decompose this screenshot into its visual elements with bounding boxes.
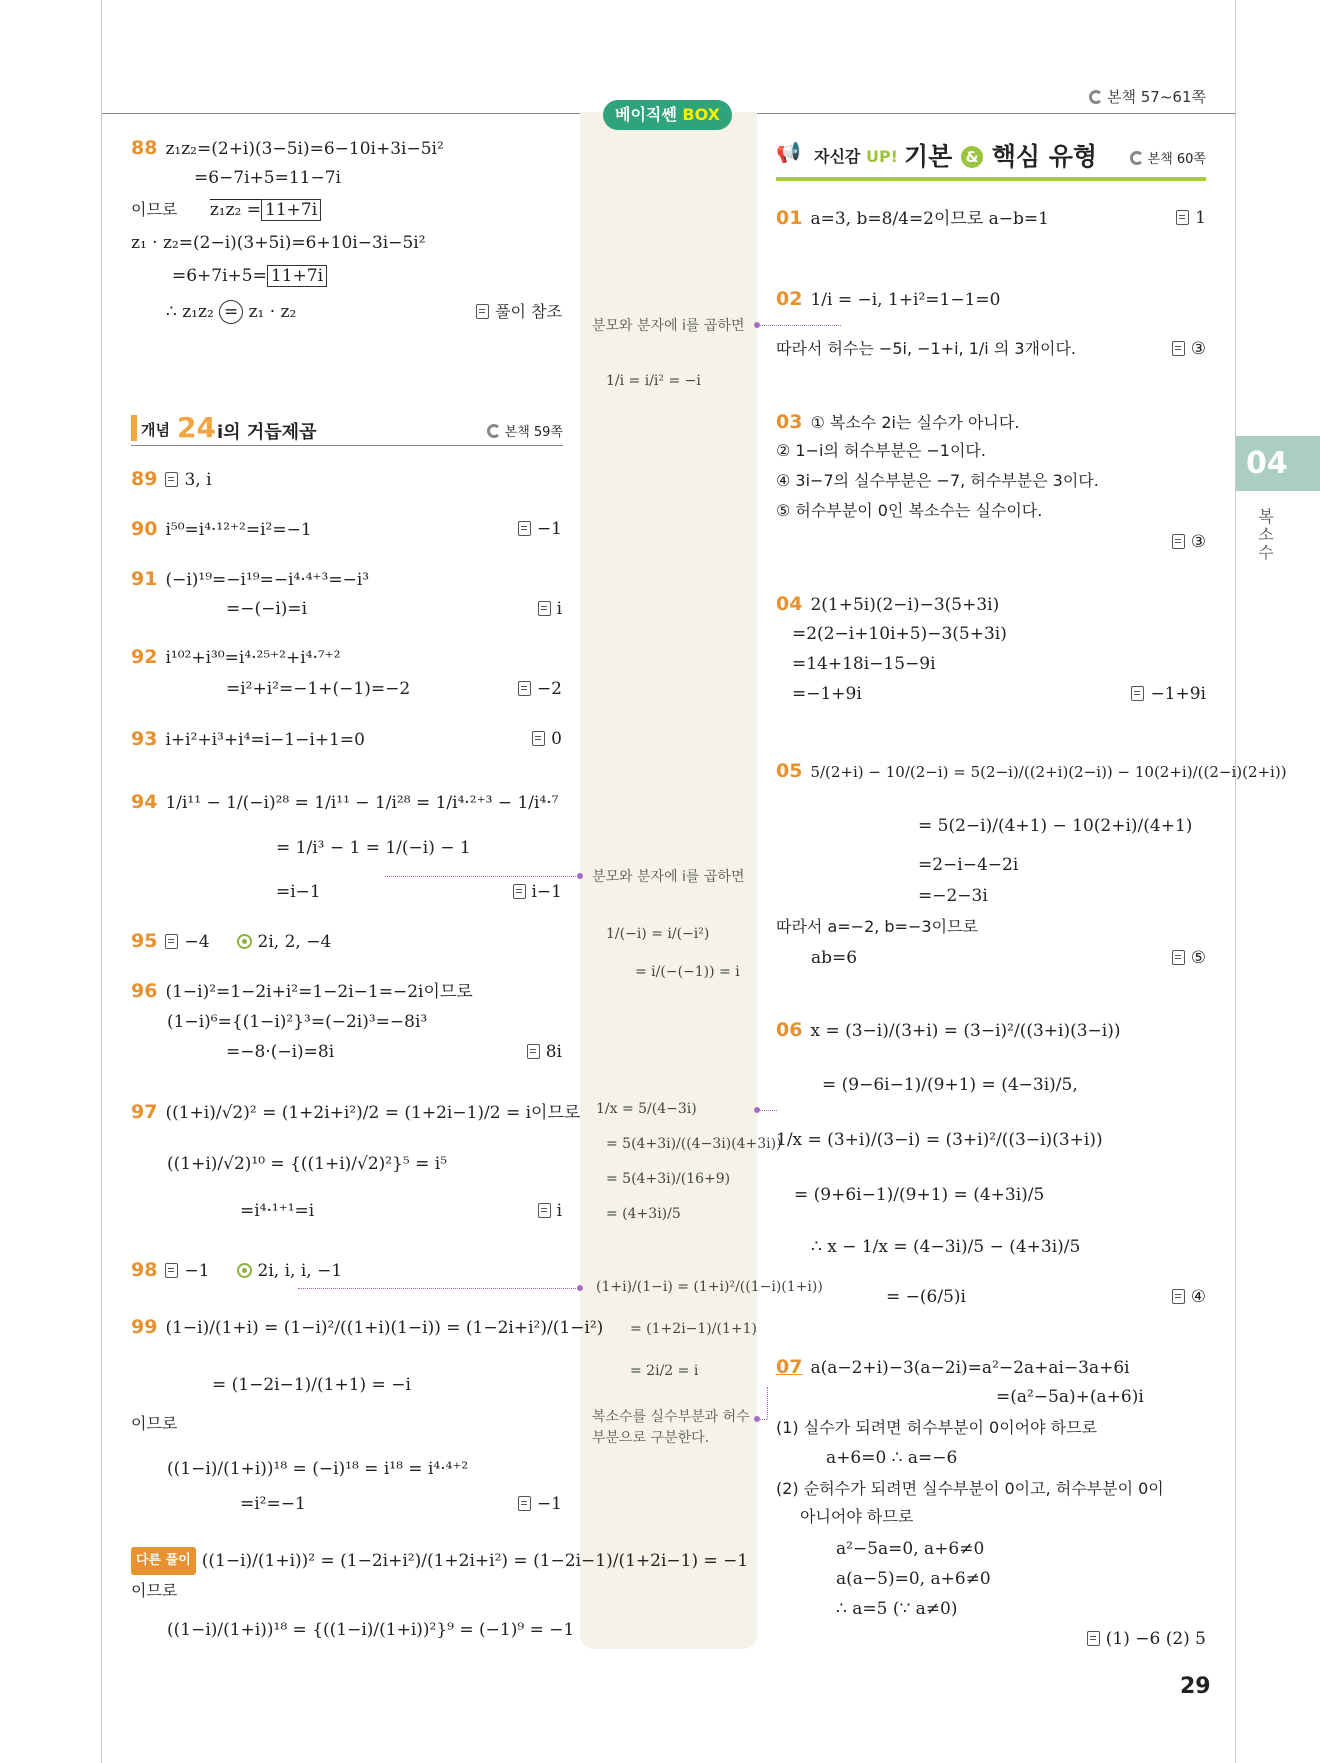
problem-07-line7: a²−5a=0, a+6≠0 [836, 1539, 985, 1559]
problem-05-line2: = 5(2−i)/(4+1) − 10(2+i)/(4+1) [918, 816, 1193, 836]
problem-89: 89 3, i [131, 468, 212, 490]
megaphone-icon: 📢 [776, 140, 801, 164]
answer-93: 0 [532, 727, 562, 751]
box-math-3d: = (4+3i)/5 [606, 1206, 681, 1222]
problem-05-line5: 따라서 a=−2, b=−3이므로 [776, 917, 978, 936]
problem-07-line3: (1) 실수가 되려면 허수부분이 0이어야 하므로 [776, 1418, 1098, 1437]
problem-06-line3: 1/x = (3+i)/(3−i) = (3+i)²/((3−i)(3+i)) [776, 1130, 1103, 1150]
answer-94: i−1 [513, 880, 563, 904]
answer-icon [527, 1044, 540, 1059]
box-math-4a: (1+i)/(1−i) = (1+i)²/((1−i)(1+i)) [596, 1279, 823, 1295]
problem-88-line4: z₁ · z₂=(2−i)(3+5i)=6+10i−3i−5i² [131, 233, 426, 253]
box-math-2a: 1/(−i) = i/(−i²) [606, 926, 710, 942]
problem-06: 06 x = (3−i)/(3+i) = (3−i)²/((3+i)(3−i)) [776, 1019, 1121, 1041]
answer-99: −1 [518, 1492, 562, 1516]
answer-icon [1176, 210, 1189, 225]
section-reference: 본책 59쪽 [487, 421, 563, 440]
box-math-1: 1/i = i/i² = −i [606, 373, 701, 389]
problem-02-line2: 따라서 허수는 −5i, −1+i, 1/i 의 3개이다. [776, 339, 1076, 358]
problem-91: 91 (−i)¹⁹=−i¹⁹=−i⁴·⁴⁺³=−i³ [131, 568, 370, 590]
problem-99-line2: = (1−2i−1)/(1+1) = −i [212, 1375, 411, 1395]
problem-95: 95 −4 2i, 2, −4 [131, 930, 332, 952]
answer-icon [1172, 534, 1185, 549]
section-label: 개념 [141, 421, 170, 439]
reference-icon [1089, 90, 1103, 104]
answer-06: ④ [1172, 1285, 1206, 1309]
answer-icon [165, 472, 178, 487]
problem-88-line6: ∴ z₁z₂ = z₁ · z₂ [166, 302, 297, 322]
problem-99-line5: =i²=−1 [240, 1494, 306, 1514]
problem-96: 96 (1−i)²=1−2i+i²=1−2i−1=−2i이므로 [131, 980, 473, 1002]
answer-icon [1172, 950, 1185, 965]
heading-tagline: 자신감 UP! [814, 147, 898, 166]
connector [757, 1110, 777, 1111]
problem-98: 98 −1 2i, i, i, −1 [131, 1259, 343, 1281]
problem-88: 88 z₁z₂=(2+i)(3−5i)=6−10i+3i−5i² [131, 137, 444, 159]
connector-dot [754, 1107, 760, 1113]
problem-91-line2: =−(−i)=i [226, 599, 308, 619]
answer-icon [513, 884, 526, 899]
page-border-left [101, 0, 102, 1763]
section-reference: 본책 60쪽 [1130, 148, 1206, 167]
answer-icon [1131, 686, 1144, 701]
problem-02: 02 1/i = −i, 1+i²=1−1=0 [776, 288, 1001, 310]
connector [757, 325, 841, 326]
section-24-heading [131, 411, 563, 446]
problem-99-line3: 이므로 [131, 1414, 178, 1433]
box-math-4b: = (1+2i−1)/(1+1) [630, 1321, 757, 1337]
problem-01: 01 a=3, b=8/4=2이므로 a−b=1 [776, 207, 1049, 229]
problem-05-line3: =2−i−4−2i [918, 855, 1019, 875]
answer-90: −1 [518, 517, 562, 541]
connector [385, 876, 580, 877]
answer-02: ③ [1172, 337, 1206, 361]
answer-96: 8i [527, 1040, 562, 1064]
problem-06-line4: = (9+6i−1)/(9+1) = (4+3i)/5 [794, 1185, 1045, 1205]
problem-07-line8: a(a−5)=0, a+6≠0 [836, 1569, 991, 1589]
problem-07-line5: (2) 순허수가 되려면 실수부분이 0이고, 허수부분이 0이 [776, 1479, 1164, 1498]
chapter-tab[interactable]: 04 [1236, 436, 1320, 491]
answer-icon [538, 601, 551, 616]
answer-01: 1 [1176, 206, 1206, 230]
section-title: i의 거듭제곱 [217, 422, 317, 443]
box-note-1: 분모와 분자에 i를 곱하면 [592, 318, 745, 334]
answer-icon [518, 1496, 531, 1511]
problem-99-line7: 이므로 [131, 1581, 178, 1600]
problem-93: 93 i+i²+i³+i⁴=i−1−i+1=0 [131, 728, 365, 750]
answer-97: i [538, 1199, 562, 1223]
box-math-4c: = 2i/2 = i [630, 1363, 699, 1379]
box-math-2b: = i/(−(−1)) = i [635, 964, 740, 980]
section-number: 24 [177, 411, 216, 444]
problem-94: 94 1/i¹¹ − 1/(−i)²⁸ = 1/i¹¹ − 1/i²⁸ = 1/i⁴·²⁺³ − 1/i⁴·⁷ [131, 791, 559, 813]
heading-title: 기본 & 핵심 유형 [904, 142, 1098, 171]
problem-94-line3: =i−1 [276, 882, 321, 902]
problem-97-line2: ((1+i)/√2)¹⁰ = {((1+i)/√2)²}⁵ = i⁵ [167, 1154, 448, 1174]
problem-99: 99 (1−i)/(1+i) = (1−i)²/((1+i)(1−i)) = (1−2i+i²)/(1−i²) [131, 1316, 604, 1338]
problem-07-line6: 아니어야 하므로 [800, 1507, 914, 1526]
problem-88-line2: =6−7i+5=11−7i [194, 168, 341, 188]
core-types-heading [776, 138, 1206, 181]
answer-icon [1087, 1631, 1100, 1646]
problem-06-line5: ∴ x − 1/x = (4−3i)/5 − (4+3i)/5 [811, 1237, 1081, 1257]
answer-91: i [538, 597, 562, 621]
problem-07-line4: a+6=0 ∴ a=−6 [826, 1448, 958, 1468]
connector-dot [577, 1285, 583, 1291]
answer-04: −1+9i [1131, 682, 1206, 706]
box-math-3c: = 5(4+3i)/(16+9) [606, 1171, 731, 1187]
problem-07: 07 a(a−2+i)−3(a−2i)=a²−2a+ai−3a+6i [776, 1356, 1130, 1378]
connector [767, 1387, 768, 1419]
problem-99-line8: ((1−i)/(1+i))¹⁸ = {((1−i)/(1+i))²}⁹ = (−1)⁹ = −1 [167, 1620, 575, 1640]
header-reference: 본책 57~61쪽 [1089, 86, 1206, 107]
answer-05: ⑤ [1172, 946, 1206, 970]
problem-96-line3: =−8·(−i)=8i [226, 1042, 335, 1062]
box-math-3a: 1/x = 5/(4−3i) [596, 1101, 697, 1117]
answer-88: 풀이 참조 [476, 300, 562, 324]
answer-icon [1172, 1289, 1185, 1304]
box-note-2: 분모와 분자에 i를 곱하면 [592, 869, 745, 885]
problem-94-line2: = 1/i³ − 1 = 1/(−i) − 1 [276, 838, 471, 858]
basic-box-badge: 베이직쎈 BOX [603, 100, 732, 130]
problem-03-line4: ⑤ 허수부분이 0인 복소수는 실수이다. [776, 501, 1043, 520]
answer-icon [165, 1263, 178, 1278]
answer-icon [532, 731, 545, 746]
box-note-3: 복소수를 실수부분과 허수부분으로 구분한다. [592, 1409, 750, 1446]
target-icon [237, 934, 252, 949]
answer-07: (1) −6 (2) 5 [1087, 1627, 1206, 1651]
reference-icon [1130, 151, 1144, 165]
connector-dot [754, 1416, 760, 1422]
problem-03-line2: ② 1−i의 허수부분은 −1이다. [776, 441, 986, 460]
problem-07-line9: ∴ a=5 (∵ a≠0) [836, 1599, 958, 1619]
reference-icon [487, 424, 501, 438]
page-border-right [1235, 0, 1236, 1763]
problem-04-line4: =−1+9i [792, 684, 862, 704]
problem-97-line3: =i⁴·¹⁺¹=i [240, 1201, 315, 1221]
target-icon [237, 1263, 252, 1278]
answer-icon [518, 681, 531, 696]
problem-92-line2: =i²+i²=−1+(−1)=−2 [226, 679, 411, 699]
problem-96-line2: (1−i)⁶={(1−i)²}³=(−2i)³=−8i³ [167, 1012, 428, 1032]
problem-06-line2: = (9−6i−1)/(9+1) = (4−3i)/5, [822, 1075, 1078, 1095]
connector-dot [577, 873, 583, 879]
section-bar [131, 415, 137, 441]
answer-03: ③ [1172, 530, 1206, 554]
answer-icon [518, 521, 531, 536]
problem-05: 05 5/(2+i) − 10/(2−i) = 5(2−i)/((2+i)(2−i)) − 10(2+i)/((2−i)(2+i)) [776, 760, 1287, 782]
problem-05-line6: ab=6 [811, 948, 858, 968]
problem-99-line4: ((1−i)/(1+i))¹⁸ = (−i)¹⁸ = i¹⁸ = i⁴·⁴⁺² [167, 1459, 469, 1479]
answer-icon [1172, 341, 1185, 356]
problem-03: 03 ① 복소수 2i는 실수가 아니다. [776, 411, 1020, 433]
answer-icon [165, 934, 178, 949]
problem-97: 97 ((1+i)/√2)² = (1+2i+i²)/2 = (1+2i−1)/2 = i이므로 [131, 1101, 581, 1123]
problem-04-line3: =14+18i−15−9i [792, 654, 936, 674]
problem-03-line3: ④ 3i−7의 실수부분은 −7, 허수부분은 3이다. [776, 471, 1099, 490]
problem-90: 90 i⁵⁰=i⁴·¹²⁺²=i²=−1 [131, 518, 312, 540]
alternative-solution-badge: 다른 풀이 [131, 1547, 196, 1575]
problem-88-line5: =6+7i+5= 11+7i [172, 264, 327, 288]
answer-icon [476, 304, 489, 319]
problem-04: 04 2(1+5i)(2−i)−3(5+3i) [776, 593, 1000, 615]
connector-dot [754, 322, 760, 328]
connector [298, 1288, 580, 1289]
box-math-3b: = 5(4+3i)/((4−3i)(4+3i)) [606, 1136, 782, 1152]
answer-92: −2 [518, 677, 562, 701]
problem-04-line2: =2(2−i+10i+5)−3(5+3i) [792, 624, 1007, 644]
problem-06-line6: = −(6/5)i [886, 1287, 966, 1307]
problem-05-line4: =−2−3i [918, 886, 988, 906]
problem-99-alt: 다른 풀이 ((1−i)/(1+i))² = (1−2i+i²)/(1+2i+i²) = (1−2i−1)/(1+2i−1) = −1 [131, 1547, 748, 1575]
chapter-label: 복소수 [1258, 507, 1274, 562]
problem-92: 92 i¹⁰²+i³⁰=i⁴·²⁵⁺²+i⁴·⁷⁺² [131, 646, 341, 668]
page-number: 29 [1180, 1674, 1211, 1699]
answer-icon [538, 1203, 551, 1218]
problem-88-line3: 이므로 z₁z₂ = 11+7i [131, 198, 321, 222]
problem-07-line2: =(a²−5a)+(a+6)i [996, 1387, 1144, 1407]
